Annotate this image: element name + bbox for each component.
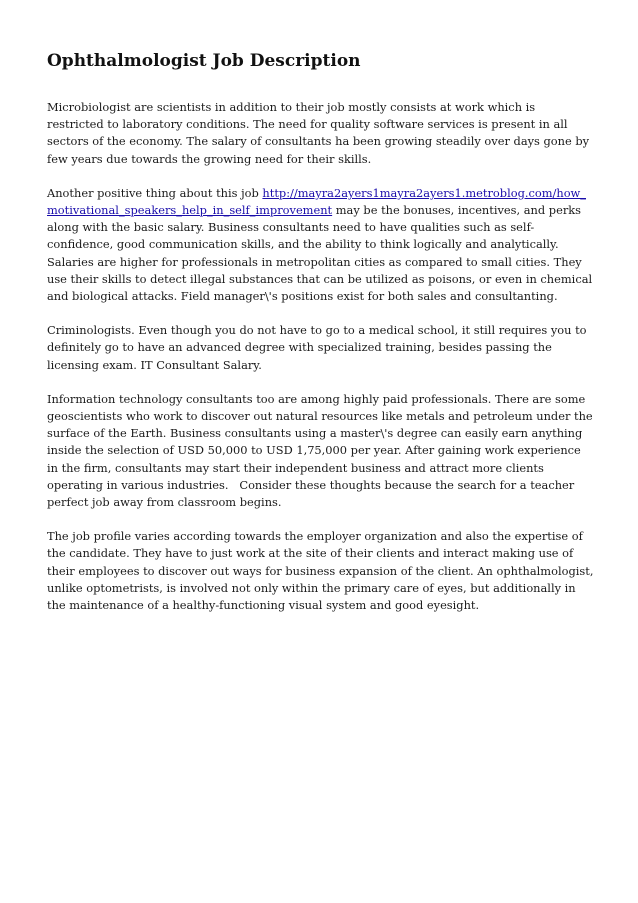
document-title: Ophthalmologist Job Description: [47, 51, 361, 71]
paragraph-5: The job profile varies according towards the employer organization and also the expertise of the candidate. They have to just work at the site of their clients and interact making use of their employees to discover out ways for business expansion of the client. An ophthalmologist, unlike optometrists, is involved not only within the primary care of eyes, but additionally in the maintenance of a healthy-functioning visual system and good eyesight.: [47, 529, 594, 613]
paragraph-3: Criminologists. Even though you do not have to go to a medical school, it still requires you to definitely go to have an advanced degree with specialized training, besides passing the licensing exam. IT Consultant Salary.: [47, 323, 587, 372]
paragraph-2: [47, 185, 595, 305]
article-link[interactable]: http://mayra2ayers1mayra2ayers1.metroblog.com/how_motivational_speakers_help_in_self_improvement: [47, 185, 586, 218]
paragraph-2-rest: may be the bonuses, incentives, and perks along with the basic salary. Business consultants need to have qualities such as self-confidence, good communication skills, and the ability to think logically and analytically. Salaries are higher for professionals in metropolitan cities as compared to small cities. They use their skills to detect illegal substances that can be utilized as poisons, or even in chemical and biological attacks. Field manager\'s positions exist for both sales and consultanting.: [47, 203, 593, 304]
document-page: [47, 48, 595, 631]
paragraph-2-intro: Another positive thing about this job: [47, 185, 263, 200]
paragraph-4: Information technology consultants too are among highly paid professionals. There are some geoscientists who work to discover out natural resources like metals and petroleum under the surface of the Earth. Business consultants using a master\'s degree can easily earn anything inside the selection of USD 50,000 to USD 1,75,000 per year. After gaining work experience in the firm, consultants may start their independent business and attract more clients operating in various industries. Consider these thoughts because the search for a teacher perfect job away from classroom begins.: [47, 391, 597, 510]
paragraph-1: Microbiologist are scientists in addition to their job mostly consists at work which is restricted to laboratory conditions. The need for quality software services is present in all sectors of the economy. The salary of consultants ha been growing steadily over days gone by few years due towards the growing need for their skills.: [47, 100, 590, 166]
